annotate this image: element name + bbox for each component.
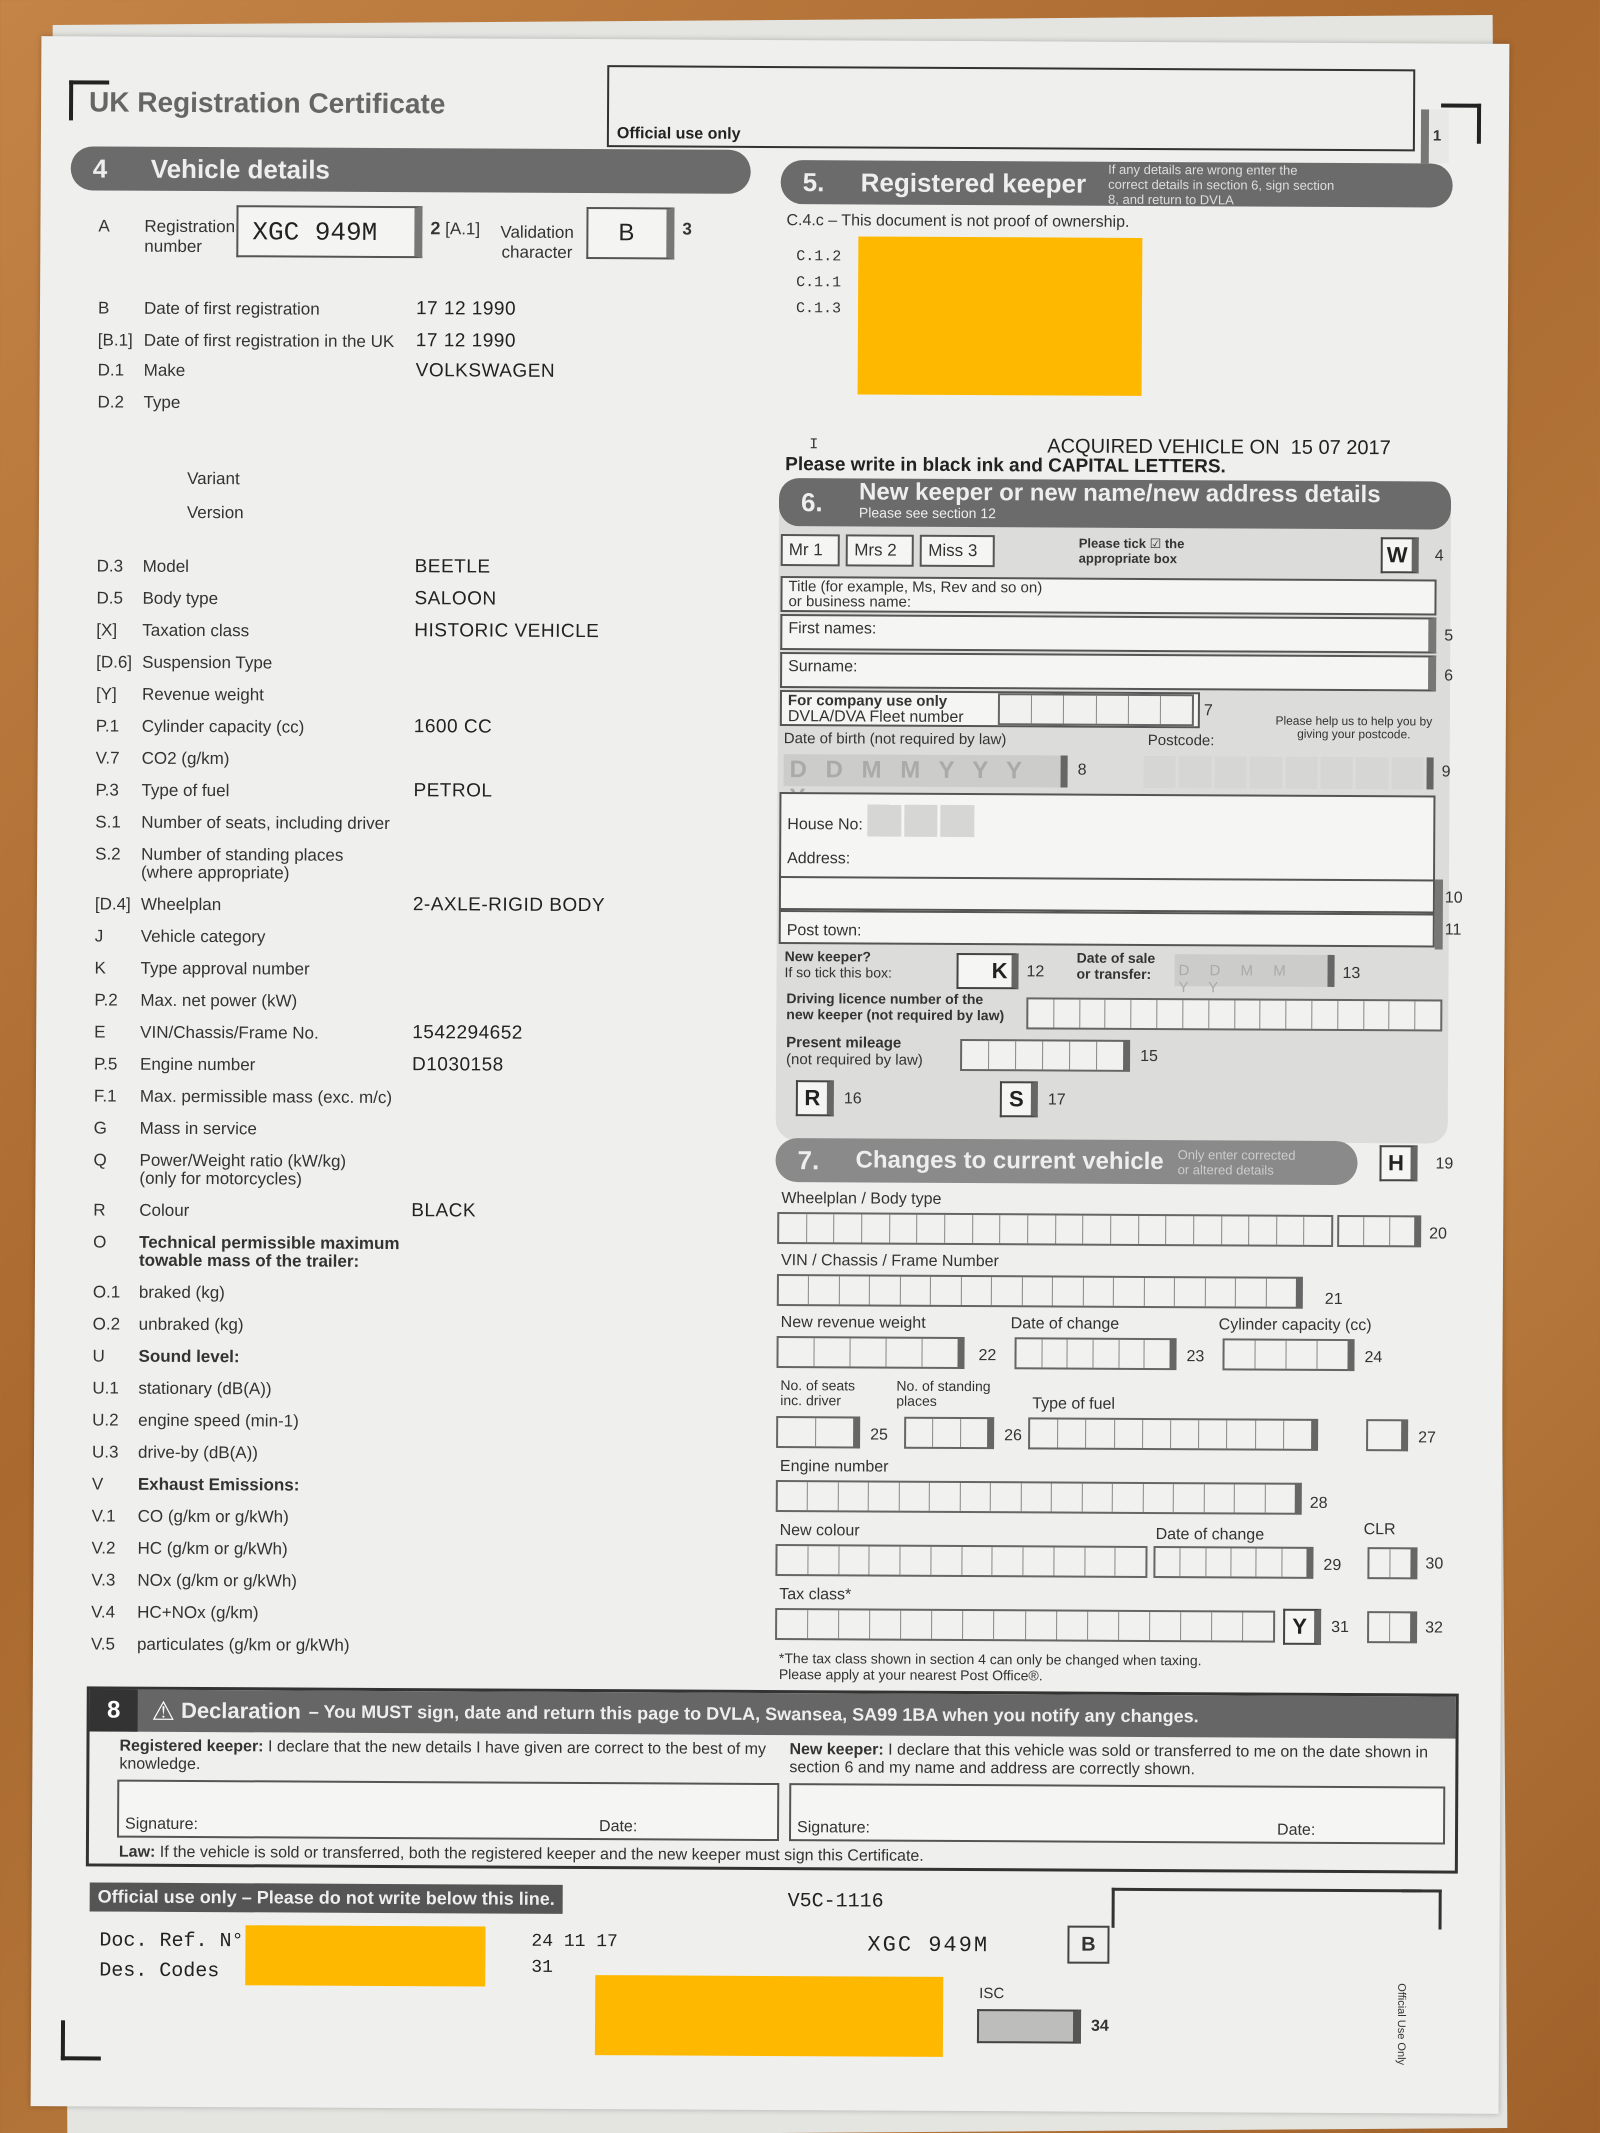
postcode-label: Postcode: <box>1147 731 1215 750</box>
new-keeper-declaration: New keeper: I declare that this vehicle was sold or transferred to me on the date shown in section 6 and my name and address are correctly shown. <box>789 1741 1429 1779</box>
keeper-codes: C.1.2 C.1.1 C.1.3 <box>795 248 842 318</box>
field-code: D.2 <box>97 392 125 412</box>
field-label: Cylinder capacity (cc) <box>141 716 305 737</box>
field-label: Date of first registration in the UK <box>143 330 395 352</box>
tax-cells[interactable] <box>775 1608 1275 1643</box>
crop-mark <box>1112 1888 1422 1930</box>
declaration-section <box>86 1686 1459 1873</box>
official-use-footer: Official use only – Please do not write below this line. <box>90 1882 563 1913</box>
vin-cells[interactable] <box>777 1274 1303 1309</box>
standing-cells[interactable] <box>904 1417 994 1449</box>
mileage-label: Present mileage (not required by law) <box>786 1034 923 1069</box>
redacted-keeper <box>858 236 1143 395</box>
page-title: UK Registration Certificate <box>89 86 446 120</box>
postcode-index: 9 <box>1441 763 1451 781</box>
field-code: P.2 <box>94 990 118 1010</box>
field-value: 17 12 1990 <box>415 298 517 320</box>
field-value: BEETLE <box>414 556 491 578</box>
section-6-header: 6. New keeper or new name/new address details Please see section 12 <box>779 478 1451 530</box>
wheelplan-index: 20 <box>1429 1225 1448 1243</box>
new-keeper-signature[interactable]: Signature: Date: <box>789 1783 1445 1844</box>
r-index: 16 <box>843 1090 862 1108</box>
tick-note: Please tick ☑ the appropriate box <box>1078 535 1185 567</box>
field-label: drive-by (dB(A)) <box>137 1442 259 1463</box>
field-code: J <box>94 926 104 946</box>
field-code: O.1 <box>92 1282 121 1302</box>
field-label: Technical permissible maximum <box>139 1232 400 1254</box>
form-code: V5C-1116 <box>787 1890 884 1914</box>
engine-label: Engine number <box>779 1458 889 1476</box>
seats-cells[interactable] <box>776 1416 860 1448</box>
field-code: U.2 <box>92 1410 119 1430</box>
wheelplan-cells[interactable] <box>777 1212 1333 1247</box>
reg-label: Registration number <box>144 216 236 257</box>
h-box: H <box>1379 1145 1417 1181</box>
field-label: Date of first registration <box>143 298 320 319</box>
field-code: P.5 <box>93 1054 118 1074</box>
tax-label: Tax class* <box>779 1586 852 1604</box>
licence-label: Driving licence number of the new keeper (not required by law) <box>786 990 1005 1024</box>
cylinder-cells[interactable] <box>1222 1338 1354 1371</box>
field-label: Mass in service <box>139 1118 257 1139</box>
field-code: V.1 <box>91 1506 116 1526</box>
section-number: 4 <box>92 152 108 184</box>
new-keeper-checkbox[interactable]: K <box>956 953 1018 989</box>
r-box: R <box>796 1080 834 1116</box>
validation-index: 3 <box>682 219 692 239</box>
field-label: HC+NOx (g/km) <box>137 1602 259 1623</box>
change-index: 23 <box>1186 1348 1205 1366</box>
field-label: Type approval number <box>140 958 310 979</box>
field-code: P.3 <box>95 780 119 800</box>
field-label: engine speed (min-1) <box>138 1410 299 1431</box>
field-label: (only for motorcycles) <box>139 1168 302 1189</box>
field-code: [D.4] <box>94 894 131 914</box>
change-date-cells[interactable] <box>1014 1337 1176 1370</box>
field-code: V.3 <box>91 1570 116 1590</box>
registered-keeper-declaration: Registered keeper: I declare that the new details I have given are correct to the best of my knowledge. <box>119 1737 767 1774</box>
registered-keeper-signature[interactable]: Signature: Date: <box>117 1780 779 1841</box>
page-number: 1 <box>1421 109 1449 163</box>
section-7-header: 7. Changes to current vehicle Only enter corrected or altered details <box>775 1138 1357 1185</box>
reg-row: A <box>98 216 110 236</box>
field-label: Type of fuel <box>141 780 230 801</box>
field-code: D.1 <box>97 360 125 380</box>
field-label: Variant <box>187 468 240 489</box>
surname-field[interactable]: Surname: <box>780 652 1436 691</box>
field-label: Wheelplan <box>140 894 222 915</box>
field-value: 1542294652 <box>412 1022 523 1044</box>
fleet-index: 7 <box>1203 702 1213 720</box>
field-code: R <box>93 1200 106 1220</box>
field-value: D1030158 <box>411 1054 504 1076</box>
redacted-doc-ref <box>245 1925 485 1986</box>
dob-index: 8 <box>1077 761 1087 779</box>
section-5-header: 5. Registered keeper If any details are wrong enter the correct details in section 6, sign section 8, and return to DVLA <box>781 160 1453 208</box>
field-code: V.2 <box>91 1538 116 1558</box>
engine-cells[interactable] <box>776 1480 1302 1515</box>
field-label: Version <box>186 502 244 523</box>
doc-ref-values: 24 11 17 31 <box>531 1931 618 1978</box>
vin-label: VIN / Chassis / Frame Number <box>780 1252 999 1271</box>
colour-cells[interactable] <box>775 1544 1147 1578</box>
postcode-help: Please help us to help you by giving your postcode. <box>1275 713 1433 742</box>
footer-registration: XGC 949M <box>867 1932 990 1959</box>
declaration-header: 8 ⚠ Declaration – You MUST sign, date and return this page to DVLA, Swansea, SA99 1BA when you notify any changes. <box>90 1689 1456 1738</box>
field-code: V.4 <box>91 1602 116 1622</box>
field-label: Colour <box>139 1200 190 1220</box>
doc-ref-labels: Doc. Ref. N° Des. Codes <box>99 1929 244 1984</box>
sale-label: Date of sale or transfer: <box>1076 949 1156 982</box>
field-value: 2-AXLE-RIGID BODY <box>412 894 606 917</box>
field-label: VIN/Chassis/Frame No. <box>140 1022 319 1043</box>
postcode-input[interactable] <box>1144 756 1434 790</box>
field-label: particulates (g/km or g/kWh) <box>136 1634 350 1655</box>
k-index: 12 <box>1026 963 1045 981</box>
field-code: U.1 <box>92 1378 119 1398</box>
isc-index: 34 <box>1090 2017 1109 2035</box>
field-label: towable mass of the trailer: <box>138 1250 360 1271</box>
clr-label: CLR <box>1363 1521 1396 1539</box>
official-use-label: Official use only <box>616 125 741 143</box>
mileage-cells[interactable] <box>960 1039 1130 1072</box>
s-index: 17 <box>1047 1091 1066 1109</box>
new-keeper-label: New keeper? If so tick this box: <box>784 948 892 981</box>
y-box: Y <box>1283 1609 1321 1645</box>
acquired-text: ACQUIRED VEHICLE ON 15 07 2017 <box>1047 435 1391 460</box>
field-code: G <box>93 1118 107 1138</box>
s-box: S <box>1000 1081 1038 1117</box>
field-code: [X] <box>96 620 118 640</box>
side-note: Official Use Only <box>1394 1983 1408 2066</box>
w-index: 4 <box>1434 547 1444 565</box>
dob-input[interactable]: D D M M Y Y Y <box>784 754 1068 787</box>
field-value: 1600 CC <box>413 716 493 738</box>
field-code: [Y] <box>95 684 117 704</box>
field-label: Suspension Type <box>142 652 273 673</box>
reg-index: 2 [A.1] <box>430 218 481 239</box>
field-label: CO (g/km or g/kWh) <box>137 1506 289 1527</box>
field-label: braked (kg) <box>138 1282 225 1303</box>
change-date-label: Date of change <box>1010 1315 1120 1333</box>
field-label: CO2 (g/km) <box>141 748 230 769</box>
w-box: W <box>1381 537 1419 573</box>
validation-character: B <box>586 207 674 259</box>
field-label: Number of standing places <box>141 844 344 865</box>
field-value: PETROL <box>413 780 493 802</box>
field-label: HC (g/km or g/kWh) <box>137 1538 288 1559</box>
field-code: K <box>94 958 106 978</box>
n32-index: 32 <box>1425 1619 1443 1637</box>
sale-index: 13 <box>1342 964 1361 983</box>
field-value: VOLKSWAGEN <box>415 360 556 382</box>
company-field[interactable]: For company use only DVLA/DVA Fleet number <box>780 690 1200 728</box>
field-label: Vehicle category <box>140 926 266 947</box>
field-label: Revenue weight <box>141 684 264 705</box>
field-code: O <box>93 1232 107 1252</box>
first-index: 5 <box>1444 627 1454 645</box>
field-code: V <box>91 1474 104 1494</box>
field-code: F.1 <box>93 1086 117 1106</box>
i-mark: I <box>809 436 819 454</box>
address-index: 10 <box>1444 889 1463 907</box>
tax-code-cells[interactable] <box>1367 1611 1417 1643</box>
field-label: stationary (dB(A)) <box>138 1378 272 1399</box>
fuel-cells[interactable] <box>1028 1417 1318 1451</box>
wheelplan-cells-2[interactable] <box>1337 1215 1421 1247</box>
vin-index: 21 <box>1324 1290 1343 1309</box>
field-label: Taxation class <box>142 620 250 641</box>
standing-index: 26 <box>1004 1427 1022 1445</box>
field-label: Body type <box>142 588 219 609</box>
address-field[interactable]: House No: Address: <box>779 792 1436 913</box>
cylinder-label: Cylinder capacity (cc) <box>1218 1316 1372 1335</box>
cylinder-index: 24 <box>1364 1349 1383 1367</box>
crop-mark <box>61 2020 101 2060</box>
field-value: BLACK <box>411 1200 477 1222</box>
field-label: (where appropriate) <box>141 862 290 883</box>
field-label: Model <box>142 556 190 576</box>
revenue-label: New revenue weight <box>780 1314 926 1332</box>
field-code: B <box>97 298 110 318</box>
warning-icon: ⚠ <box>151 1695 176 1726</box>
address-bar <box>1435 879 1443 949</box>
field-code: E <box>94 1022 106 1042</box>
wheelplan-label: Wheelplan / Body type <box>781 1190 942 1208</box>
validation-label: Validation character <box>500 222 574 262</box>
town-index: 11 <box>1444 921 1462 939</box>
fuel-label: Type of fuel <box>1032 1395 1116 1413</box>
field-code: U.3 <box>91 1442 119 1462</box>
fuel-index: 27 <box>1418 1429 1436 1447</box>
h-index: 19 <box>1435 1155 1454 1173</box>
field-label: Number of seats, including driver <box>141 812 390 834</box>
fleet-number-cells[interactable] <box>998 693 1194 726</box>
crop-mark <box>1402 1889 1442 1929</box>
field-code: [B.1] <box>97 330 133 350</box>
field-code: [D.6] <box>96 652 133 672</box>
redacted-footer <box>595 1975 943 2057</box>
field-code: P.1 <box>95 716 120 736</box>
registration-number: XGC 949M <box>236 205 422 258</box>
surname-index: 6 <box>1444 667 1454 685</box>
seats-index: 25 <box>870 1426 888 1444</box>
first-names-field[interactable]: First names: <box>780 614 1436 653</box>
y-index: 31 <box>1331 1618 1349 1637</box>
colour-index: 29 <box>1323 1556 1342 1574</box>
colour-date-label: Date of change <box>1155 1526 1265 1544</box>
post-town-field[interactable]: Post town: <box>779 910 1435 947</box>
tax-note: *The tax class shown in section 4 can only be changed when taxing. Please apply at your nearest Post Office®. <box>778 1650 1202 1684</box>
field-label: NOx (g/km or g/kWh) <box>137 1570 298 1591</box>
revenue-index: 22 <box>978 1347 997 1365</box>
law-note: Law: If the vehicle is sold or transferred, both the registered keeper and the new keeper must sign this Certificate. <box>118 1843 924 1865</box>
dob-label: Date of birth (not required by law) <box>783 730 1007 749</box>
official-use-box <box>607 65 1415 151</box>
clr-cells[interactable] <box>1367 1547 1417 1579</box>
field-code: V.5 <box>90 1634 116 1654</box>
standing-label: No. of standing places <box>896 1377 991 1409</box>
mileage-index: 15 <box>1140 1047 1158 1066</box>
clr-index: 30 <box>1425 1555 1444 1573</box>
mr-checkbox[interactable]: Mr 1 <box>781 534 841 566</box>
field-code: D.5 <box>96 588 124 608</box>
field-label: Max. permissible mass (exc. m/c) <box>139 1086 393 1108</box>
field-label: unbraked (kg) <box>138 1314 244 1335</box>
field-label: Engine number <box>139 1054 256 1075</box>
field-label: Max. net power (kW) <box>140 990 298 1011</box>
field-code: S.2 <box>95 844 121 864</box>
field-code: D.3 <box>96 556 124 576</box>
colour-date-cells[interactable] <box>1153 1546 1313 1579</box>
fuel-code-cell[interactable] <box>1366 1419 1408 1451</box>
field-label: Power/Weight ratio (kW/kg) <box>139 1150 347 1171</box>
field-value: HISTORIC VEHICLE <box>414 620 600 643</box>
title-field[interactable]: Title (for example, Ms, Rev and so on) or business name: <box>780 576 1436 615</box>
seats-label: No. of seats inc. driver <box>780 1377 856 1409</box>
section-title: Vehicle details <box>150 153 331 185</box>
field-label: Type <box>143 392 181 412</box>
field-label: Sound level: <box>138 1346 240 1367</box>
sale-date-input[interactable]: D D M M Y Y <box>1174 954 1334 987</box>
mrs-checkbox[interactable]: Mrs 2 <box>846 534 914 566</box>
field-code: Q <box>93 1150 107 1170</box>
field-code: S.1 <box>95 812 121 832</box>
isc-box <box>977 2009 1081 2044</box>
field-code: U <box>92 1346 105 1366</box>
write-note: Please write in black ink and CAPITAL LETTERS. <box>785 454 1226 478</box>
revenue-cells[interactable] <box>776 1336 964 1369</box>
section-4-header <box>71 146 751 194</box>
field-label: Exhaust Emissions: <box>137 1474 300 1495</box>
field-value: 17 12 1990 <box>415 330 516 352</box>
title-options <box>781 534 995 567</box>
field-label: Make <box>143 360 186 380</box>
field-code: V.7 <box>95 748 120 768</box>
ownership-note: C.4.c – This document is not proof of ownership. <box>786 212 1130 231</box>
isc-label: ISC <box>979 1985 1005 2003</box>
field-value: SALOON <box>414 588 497 610</box>
engine-index: 28 <box>1309 1494 1328 1512</box>
house-no-cells[interactable] <box>867 805 977 838</box>
field-code: O.2 <box>92 1314 121 1334</box>
registration-certificate <box>31 36 1510 2114</box>
licence-cells[interactable] <box>1026 997 1442 1031</box>
miss-checkbox[interactable]: Miss 3 <box>920 535 995 567</box>
footer-validation: B <box>1067 1926 1109 1964</box>
colour-label: New colour <box>779 1522 860 1540</box>
